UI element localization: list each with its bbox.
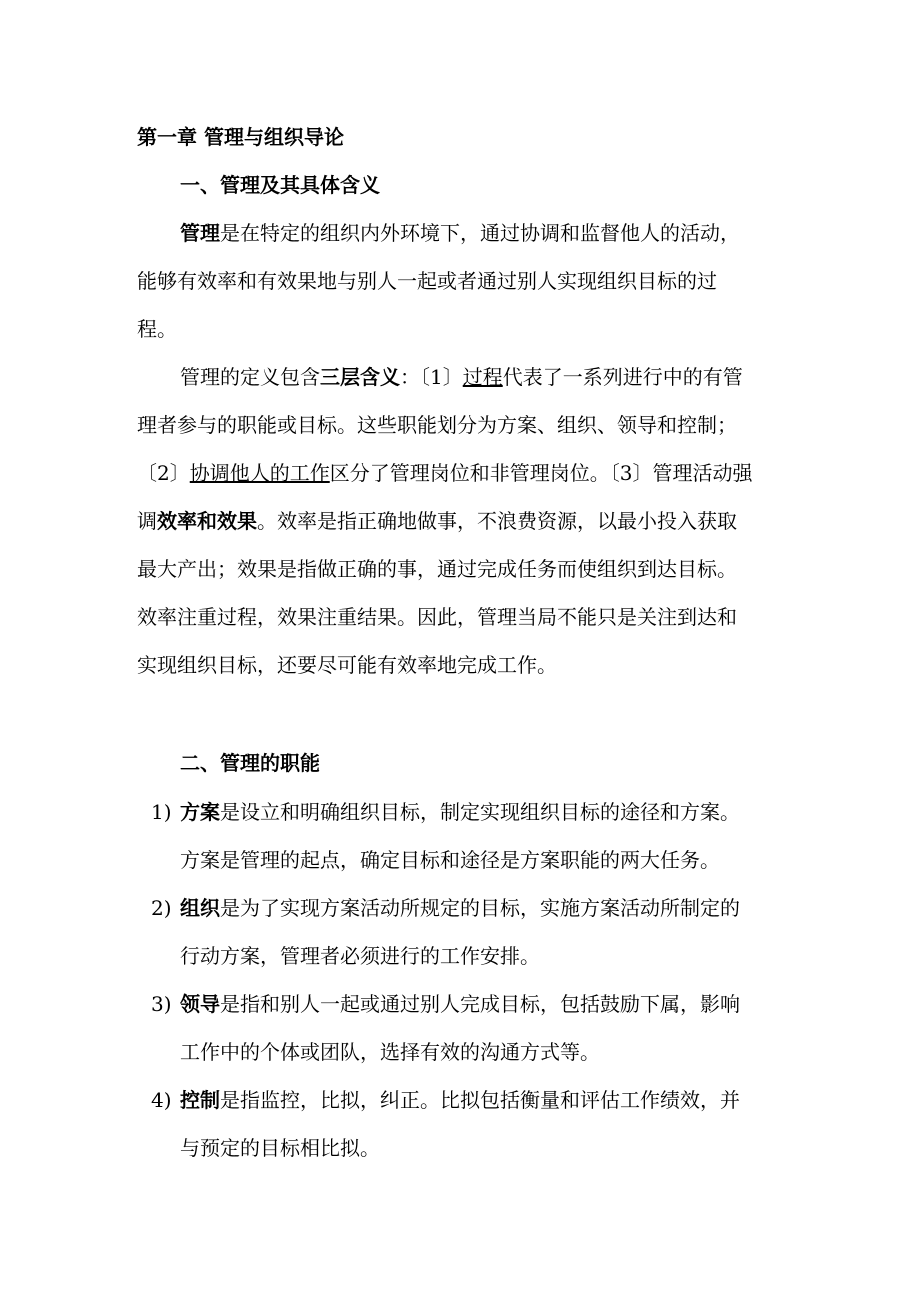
list-line2: 方案是管理的起点，确定目标和途径是方案职能的两大任务。 bbox=[180, 848, 720, 872]
list-line2: 与预定的目标相比拟。 bbox=[180, 1136, 380, 1160]
p2-line3: 〔2〕协调他人的工作区分了管理岗位和非管理岗位。〔3〕管理活动强 bbox=[137, 461, 753, 485]
list-number: 1) bbox=[151, 800, 172, 824]
p2-line4: 调效率和效果。效率是指正确地做事，不浪费资源，以最小投入获取 bbox=[137, 509, 737, 533]
list-line1: 控制是指监控，比拟，纠正。比拟包括衡量和评估工作绩效，并 bbox=[180, 1088, 740, 1112]
p1-line2: 能够有效率和有效果地与别人一起或者通过别人实现组织目标的过 bbox=[137, 269, 717, 293]
list-number: 2) bbox=[151, 896, 172, 920]
chapter-title: 第一章 管理与组织导论 bbox=[137, 125, 344, 149]
p2-line2: 理者参与的职能或目标。这些职能划分为方案、组织、领导和控制； bbox=[137, 413, 737, 437]
list-number: 4) bbox=[151, 1088, 172, 1112]
list-number: 3) bbox=[151, 992, 172, 1016]
p2-line1: 管理的定义包含三层含义：〔1〕过程代表了一系列进行中的有管 bbox=[180, 365, 743, 389]
p2-line6: 效率注重过程，效果注重结果。因此，管理当局不能只是关注到达和 bbox=[137, 605, 737, 629]
term-management: 管理 bbox=[180, 221, 220, 245]
list-line2: 行动方案，管理者必须进行的工作安排。 bbox=[180, 944, 540, 968]
list-line1: 组织是为了实现方案活动所规定的目标，实施方案活动所制定的 bbox=[180, 896, 740, 920]
list-line1: 方案是设立和明确组织目标，制定实现组织目标的途径和方案。 bbox=[180, 800, 740, 824]
list-line1: 领导是指和别人一起或通过别人完成目标，包括鼓励下属，影响 bbox=[180, 992, 740, 1016]
section2-heading: 二、管理的职能 bbox=[180, 751, 320, 775]
p2-line7: 实现组织目标，还要尽可能有效率地完成工作。 bbox=[137, 653, 557, 677]
p1-line1: 管理是在特定的组织内外环境下，通过协调和监督他人的活动， bbox=[180, 221, 740, 245]
p1-line3: 程。 bbox=[137, 317, 177, 341]
section1-heading: 一、管理及其具体含义 bbox=[180, 173, 380, 197]
list-line2: 工作中的个体或团队，选择有效的沟通方式等。 bbox=[180, 1040, 600, 1064]
p2-line5: 最大产出；效果是指做正确的事，通过完成任务而使组织到达目标。 bbox=[137, 557, 737, 581]
